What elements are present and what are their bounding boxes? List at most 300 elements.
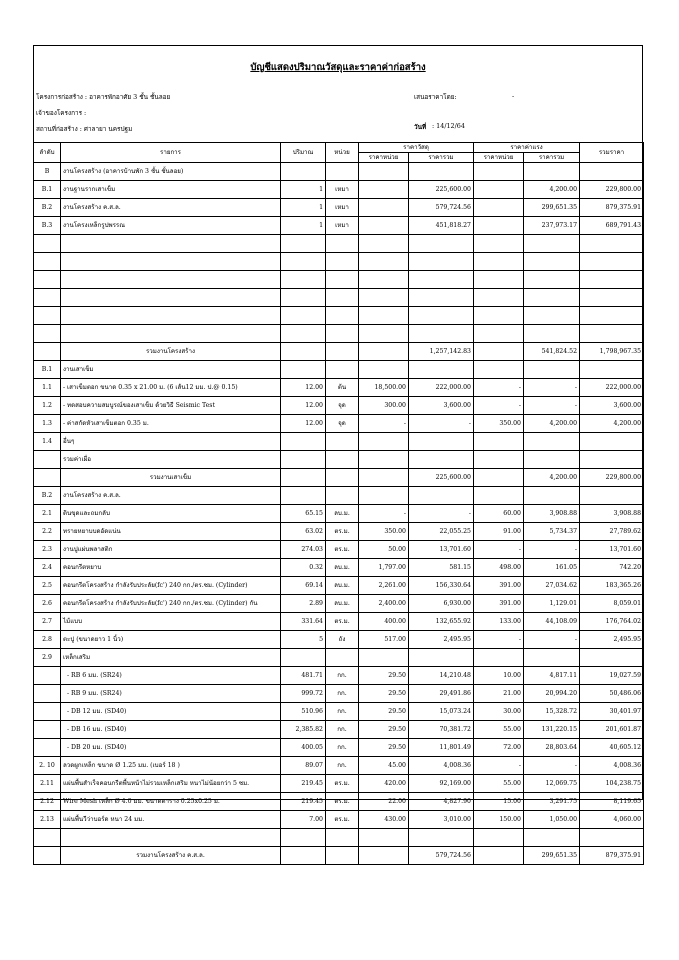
cell-labor-sum: 299,651.35 <box>524 199 580 217</box>
cell-unit <box>326 433 359 451</box>
cell-labor-sum: 161.05 <box>524 559 580 577</box>
table-row <box>34 253 644 271</box>
table-row <box>34 793 644 811</box>
cell-material-unit <box>359 343 409 361</box>
cell-total: 13,701.60 <box>580 541 644 559</box>
cell-labor-sum: 237,973.17 <box>524 217 580 235</box>
cell-unit <box>326 361 359 379</box>
cell-item: - ค่าสกัดหัวเสาเข็มตอก 0.35 ม. <box>61 415 281 433</box>
cell-labor-unit <box>474 433 524 451</box>
table-row <box>34 451 644 469</box>
cell-material-sum: 4,827.90 <box>409 793 474 811</box>
cell-seq: 1.1 <box>34 379 61 397</box>
table-row <box>34 235 644 253</box>
cell-qty: 0.32 <box>281 559 326 577</box>
cell-material-sum: - <box>409 505 474 523</box>
cell-qty: 999.72 <box>281 685 326 703</box>
header-material-sum: ราคารวม <box>409 153 474 163</box>
cell-labor-sum: 5,734.37 <box>524 523 580 541</box>
cell-qty <box>281 307 326 325</box>
cell-material-unit <box>359 271 409 289</box>
cell-labor-sum: 4,200.00 <box>524 469 580 487</box>
cell-item: งานเสาเข็ม <box>61 361 281 379</box>
cell-unit: ลบ.ม. <box>326 559 359 577</box>
cell-qty: 219.45 <box>281 775 326 793</box>
cell-material-sum <box>409 451 474 469</box>
cell-qty <box>281 253 326 271</box>
cell-labor-unit <box>474 829 524 847</box>
cell-seq: 1.3 <box>34 415 61 433</box>
cell-labor-unit <box>474 253 524 271</box>
cell-labor-unit: - <box>474 397 524 415</box>
cell-seq: 2.8 <box>34 631 61 649</box>
cell-material-sum <box>409 163 474 181</box>
cell-labor-unit: - <box>474 631 524 649</box>
cell-material-sum: - <box>409 415 474 433</box>
cell-material-sum: 3,600.00 <box>409 397 474 415</box>
cell-material-unit: 18,500.00 <box>359 379 409 397</box>
cell-qty: 1 <box>281 199 326 217</box>
cell-seq: 1.4 <box>34 433 61 451</box>
cell-labor-sum <box>524 433 580 451</box>
cell-material-sum: 92,169.00 <box>409 775 474 793</box>
cell-total: 2,495.95 <box>580 631 644 649</box>
cell-labor-unit: 391.00 <box>474 577 524 595</box>
cell-qty: 12.00 <box>281 415 326 433</box>
cell-material-sum <box>409 649 474 667</box>
cell-material-sum: 4,008.36 <box>409 757 474 775</box>
cell-material-unit <box>359 199 409 217</box>
cell-material-unit <box>359 235 409 253</box>
cell-unit: เหมา <box>326 181 359 199</box>
cell-material-unit: 400.00 <box>359 613 409 631</box>
cell-item: - RB 6 มม. (SR24) <box>61 667 281 685</box>
cell-material-sum: 222,000.00 <box>409 379 474 397</box>
cell-qty <box>281 469 326 487</box>
cell-total: 40,605.12 <box>580 739 644 757</box>
cell-material-sum <box>409 487 474 505</box>
cell-total: 201,601.87 <box>580 721 644 739</box>
cell-material-sum <box>409 325 474 343</box>
cell-material-sum: 225,600.00 <box>409 469 474 487</box>
cell-total: 1,798,967.35 <box>580 343 644 361</box>
cell-unit <box>326 289 359 307</box>
cell-item: ลวดผูกเหล็ก ขนาด Ø 1.25 มม. (เบอร์ 18 ) <box>61 757 281 775</box>
cell-item: - DB 12 มม. (SD40) <box>61 703 281 721</box>
cell-material-unit: 350.00 <box>359 523 409 541</box>
table-row <box>34 847 644 865</box>
cell-item: เหล็กเสริม <box>61 649 281 667</box>
cell-item: งานปูแผ่นพลาสติก <box>61 541 281 559</box>
table-row <box>34 415 644 433</box>
project-owner: เจ้าของโครงการ : <box>36 109 87 117</box>
cell-unit: ตร.ม. <box>326 613 359 631</box>
cell-labor-unit <box>474 325 524 343</box>
cell-item <box>61 235 281 253</box>
cell-labor-sum: - <box>524 757 580 775</box>
cell-material-unit: 29.50 <box>359 685 409 703</box>
cell-labor-unit <box>474 289 524 307</box>
cell-qty <box>281 361 326 379</box>
cell-unit: ลบ.ม. <box>326 577 359 595</box>
table-row <box>34 487 644 505</box>
cell-item <box>61 253 281 271</box>
table-row <box>34 721 644 739</box>
cell-qty <box>281 289 326 307</box>
cell-material-sum: 13,701.60 <box>409 541 474 559</box>
cell-material-sum <box>409 361 474 379</box>
cell-material-sum: 579,724.56 <box>409 199 474 217</box>
cell-labor-unit: 55.00 <box>474 775 524 793</box>
cell-labor-unit: 21.00 <box>474 685 524 703</box>
cell-seq: 2.1 <box>34 505 61 523</box>
cell-labor-unit: - <box>474 757 524 775</box>
cell-labor-sum: 44,108.09 <box>524 613 580 631</box>
cell-qty: 1 <box>281 181 326 199</box>
cell-item: - DB 16 มม. (SD40) <box>61 721 281 739</box>
cell-labor-sum <box>524 289 580 307</box>
cell-unit: ตร.ม. <box>326 793 359 811</box>
cell-qty: 331.64 <box>281 613 326 631</box>
cell-material-sum: 15,073.24 <box>409 703 474 721</box>
table-row <box>34 217 644 235</box>
cell-material-sum: 11,801.49 <box>409 739 474 757</box>
cell-material-sum <box>409 253 474 271</box>
cell-total: 27,789.62 <box>580 523 644 541</box>
table-row <box>34 811 644 829</box>
table-row <box>34 433 644 451</box>
cell-qty: 481.71 <box>281 667 326 685</box>
cell-seq: 1.2 <box>34 397 61 415</box>
cell-labor-sum <box>524 253 580 271</box>
cell-unit <box>326 271 359 289</box>
cell-labor-sum: 541,824.52 <box>524 343 580 361</box>
cell-qty: 89.07 <box>281 757 326 775</box>
cell-unit: กก. <box>326 703 359 721</box>
cell-item: งานโครงสร้าง ค.ส.ล. <box>61 199 281 217</box>
cell-labor-sum: 1,050.00 <box>524 811 580 829</box>
cell-labor-sum: 131,220.15 <box>524 721 580 739</box>
cell-total <box>580 253 644 271</box>
cell-material-sum: 22,055.25 <box>409 523 474 541</box>
cell-material-unit: 300.00 <box>359 397 409 415</box>
header-unit: หน่วย <box>326 143 359 163</box>
cell-seq <box>34 235 61 253</box>
cell-qty <box>281 343 326 361</box>
cell-unit <box>326 343 359 361</box>
cell-labor-unit <box>474 451 524 469</box>
cell-labor-sum <box>524 361 580 379</box>
cell-item: คอนกรีตหยาบ <box>61 559 281 577</box>
cell-labor-sum <box>524 487 580 505</box>
cell-labor-unit: 72.00 <box>474 739 524 757</box>
cell-qty <box>281 829 326 847</box>
cell-labor-sum <box>524 307 580 325</box>
boq-table <box>33 142 644 865</box>
table-row <box>34 685 644 703</box>
cell-labor-unit: 55.00 <box>474 721 524 739</box>
cell-material-unit: 517.00 <box>359 631 409 649</box>
cell-material-sum: 2,495.95 <box>409 631 474 649</box>
cell-qty <box>281 649 326 667</box>
cell-seq <box>34 271 61 289</box>
boq-body <box>34 163 644 865</box>
table-row <box>34 361 644 379</box>
cell-material-unit <box>359 829 409 847</box>
header-seq: ลำดับ <box>34 143 61 163</box>
cell-seq <box>34 253 61 271</box>
table-row <box>34 505 644 523</box>
cell-labor-sum: 4,200.00 <box>524 181 580 199</box>
table-row <box>34 397 644 415</box>
cell-material-sum <box>409 829 474 847</box>
cell-labor-sum <box>524 451 580 469</box>
cell-unit: ตร.ม. <box>326 811 359 829</box>
cell-item: ตะปู (ขนาดยาว 1 นิ้ว) <box>61 631 281 649</box>
cell-total: 104,238.75 <box>580 775 644 793</box>
cell-material-sum <box>409 271 474 289</box>
cell-material-unit: - <box>359 505 409 523</box>
cell-unit: ลบ.ม. <box>326 595 359 613</box>
cell-seq <box>34 703 61 721</box>
offer-by-value: - <box>512 92 515 100</box>
table-row <box>34 469 644 487</box>
cell-material-sum: 156,330.64 <box>409 577 474 595</box>
cell-total <box>580 649 644 667</box>
page-title: บัญชีแสดงปริมาณวัสดุและราคาค่าก่อสร้าง <box>250 62 426 73</box>
cell-total <box>580 451 644 469</box>
table-row <box>34 631 644 649</box>
header-labor-sum: ราคารวม <box>524 153 580 163</box>
cell-labor-unit: 133.00 <box>474 613 524 631</box>
cell-seq <box>34 739 61 757</box>
cell-item: งานโครงสร้าง ค.ส.ล. <box>61 487 281 505</box>
table-row <box>34 163 644 181</box>
cell-labor-unit: 150.00 <box>474 811 524 829</box>
cell-qty: 7.00 <box>281 811 326 829</box>
cell-labor-unit <box>474 649 524 667</box>
cell-labor-unit <box>474 181 524 199</box>
cell-labor-unit <box>474 307 524 325</box>
table-row <box>34 613 644 631</box>
cell-total: 19,027.59 <box>580 667 644 685</box>
cell-item: แผ่นพื้นสำเร็จคอนกรีตพื้นหน้าไม่รวมเหล็กเสริม หนาไม่น้อยกว่า 5 ซม. <box>61 775 281 793</box>
table-row <box>34 199 644 217</box>
cell-unit <box>326 325 359 343</box>
cell-unit: ตร.ม. <box>326 775 359 793</box>
cell-total <box>580 307 644 325</box>
table-row <box>34 559 644 577</box>
cell-material-unit <box>359 289 409 307</box>
cell-seq: 2.3 <box>34 541 61 559</box>
cell-qty: 63.02 <box>281 523 326 541</box>
cell-labor-unit: 498.00 <box>474 559 524 577</box>
cell-material-sum <box>409 289 474 307</box>
cell-labor-unit: 91.00 <box>474 523 524 541</box>
cell-material-unit: 1,797.00 <box>359 559 409 577</box>
cell-item: Wire Mesh เหล็ก Ø 4.0 มม. ขนาดตาราง 0.25x0.25 ม. <box>61 793 281 811</box>
cell-material-unit: 2,400.00 <box>359 595 409 613</box>
cell-unit: กก. <box>326 757 359 775</box>
cell-material-unit <box>359 361 409 379</box>
cell-seq <box>34 829 61 847</box>
cell-total: 3,908.88 <box>580 505 644 523</box>
header-material: ราคาวัสดุ <box>359 143 474 153</box>
cell-labor-sum <box>524 235 580 253</box>
cell-item: งานโครงสร้าง (อาคารบ้านพัก 3 ชั้น ชั้นลอย) <box>61 163 281 181</box>
cell-qty <box>281 487 326 505</box>
cell-material-unit: 430.00 <box>359 811 409 829</box>
cell-material-sum: 451,818.27 <box>409 217 474 235</box>
cell-material-sum <box>409 235 474 253</box>
cell-seq <box>34 685 61 703</box>
cell-unit: เหมา <box>326 217 359 235</box>
cell-material-unit: 29.50 <box>359 667 409 685</box>
cell-seq <box>34 451 61 469</box>
cell-qty: 2,385.82 <box>281 721 326 739</box>
cell-item: - เสาเข็มตอก ขนาด 0.35 x 21.00 ม. (6 เส้น12 มม. ป.@ 0.15) <box>61 379 281 397</box>
cell-seq: B.2 <box>34 199 61 217</box>
cell-item <box>61 289 281 307</box>
cell-unit <box>326 469 359 487</box>
cell-labor-unit: 15.00 <box>474 793 524 811</box>
cell-seq: 2.13 <box>34 811 61 829</box>
cell-total: 229,800.00 <box>580 469 644 487</box>
cell-total: 689,791.43 <box>580 217 644 235</box>
cell-total <box>580 271 644 289</box>
cell-unit <box>326 451 359 469</box>
cell-labor-sum: 3,291.75 <box>524 793 580 811</box>
cell-labor-unit <box>474 199 524 217</box>
cell-item: รวมค่าเผื่อ <box>61 451 281 469</box>
table-row <box>34 577 644 595</box>
cell-labor-unit <box>474 847 524 865</box>
cell-item: - RB 9 มม. (SR24) <box>61 685 281 703</box>
cell-seq <box>34 289 61 307</box>
cell-item: คอนกรีตโครงสร้าง กำลังรับประลัย(fc') 240 กก./ตร.ซม. (Cylinder) กัน <box>61 595 281 613</box>
cell-unit <box>326 235 359 253</box>
cell-labor-unit <box>474 163 524 181</box>
cell-material-sum: 225,600.00 <box>409 181 474 199</box>
cell-material-unit: 420.00 <box>359 775 409 793</box>
cell-total: 879,375.91 <box>580 847 644 865</box>
table-row <box>34 739 644 757</box>
cell-material-unit <box>359 649 409 667</box>
cell-labor-sum: 1,129.01 <box>524 595 580 613</box>
cell-total: 4,008.36 <box>580 757 644 775</box>
cell-material-unit: 45.00 <box>359 757 409 775</box>
cell-unit <box>326 649 359 667</box>
cell-material-unit: 22.00 <box>359 793 409 811</box>
cell-unit <box>326 253 359 271</box>
cell-unit <box>326 847 359 865</box>
cell-unit: ลบ.ม. <box>326 505 359 523</box>
cell-material-sum: 3,010.00 <box>409 811 474 829</box>
cell-qty: 65.15 <box>281 505 326 523</box>
cell-seq: 2.7 <box>34 613 61 631</box>
cell-labor-unit <box>474 235 524 253</box>
cell-seq <box>34 325 61 343</box>
header-qty: ปริมาณ <box>281 143 326 163</box>
cell-unit: กก. <box>326 721 359 739</box>
cell-material-sum: 6,930.00 <box>409 595 474 613</box>
cell-qty <box>281 433 326 451</box>
cell-qty: 400.05 <box>281 739 326 757</box>
cell-labor-sum: - <box>524 397 580 415</box>
cell-material-unit <box>359 307 409 325</box>
cell-qty: 2.89 <box>281 595 326 613</box>
cell-unit: กก. <box>326 739 359 757</box>
cell-seq: 2. 10 <box>34 757 61 775</box>
table-row <box>34 181 644 199</box>
cell-labor-unit <box>474 487 524 505</box>
header-labor: ราคาค่าแรง <box>474 143 580 153</box>
cell-total: 222,000.00 <box>580 379 644 397</box>
cell-material-unit: - <box>359 415 409 433</box>
project-site: สถานที่ก่อสร้าง : ศาลายา นครปฐม <box>36 125 133 133</box>
cell-material-unit <box>359 451 409 469</box>
cell-item: รวมงานโครงสร้าง ค.ส.ล. <box>61 847 281 865</box>
cell-labor-sum: 12,069.75 <box>524 775 580 793</box>
date-value: : 14/12/64 <box>432 122 465 130</box>
cell-item: ไม้แบบ <box>61 613 281 631</box>
cell-material-sum <box>409 433 474 451</box>
table-row <box>34 757 644 775</box>
date-label: วันที่ <box>414 123 427 131</box>
cell-qty: 219.45 <box>281 793 326 811</box>
cell-qty: 12.00 <box>281 379 326 397</box>
cell-material-unit: 29.50 <box>359 721 409 739</box>
cell-unit <box>326 487 359 505</box>
table-row <box>34 307 644 325</box>
cell-material-unit <box>359 181 409 199</box>
cell-item: งานฐานรากเสาเข็ม <box>61 181 281 199</box>
cell-item <box>61 271 281 289</box>
cell-unit: ตร.ม. <box>326 541 359 559</box>
cell-unit <box>326 829 359 847</box>
cell-seq: 2.11 <box>34 775 61 793</box>
table-row <box>34 541 644 559</box>
cell-material-unit <box>359 217 409 235</box>
cell-seq: 2.4 <box>34 559 61 577</box>
cell-labor-unit <box>474 361 524 379</box>
cell-unit: กก. <box>326 685 359 703</box>
cell-qty: 274.03 <box>281 541 326 559</box>
cell-material-unit <box>359 325 409 343</box>
cell-seq: 2.5 <box>34 577 61 595</box>
cell-total <box>580 487 644 505</box>
table-row <box>34 649 644 667</box>
table-row <box>34 325 644 343</box>
cell-item: - DB 20 มม. (SD40) <box>61 739 281 757</box>
cell-total <box>580 235 644 253</box>
cell-total: 8,059.01 <box>580 595 644 613</box>
cell-seq <box>34 343 61 361</box>
cell-item <box>61 325 281 343</box>
cell-labor-unit <box>474 469 524 487</box>
header-labor-unit-price: ราคาหน่วย <box>474 153 524 163</box>
cell-labor-unit <box>474 217 524 235</box>
cell-unit: กก. <box>326 667 359 685</box>
cell-total <box>580 433 644 451</box>
table-row <box>34 703 644 721</box>
cell-qty: 12.00 <box>281 397 326 415</box>
cell-seq: 2.2 <box>34 523 61 541</box>
cell-unit <box>326 163 359 181</box>
cell-labor-sum: - <box>524 379 580 397</box>
cell-item <box>61 307 281 325</box>
cell-qty <box>281 235 326 253</box>
